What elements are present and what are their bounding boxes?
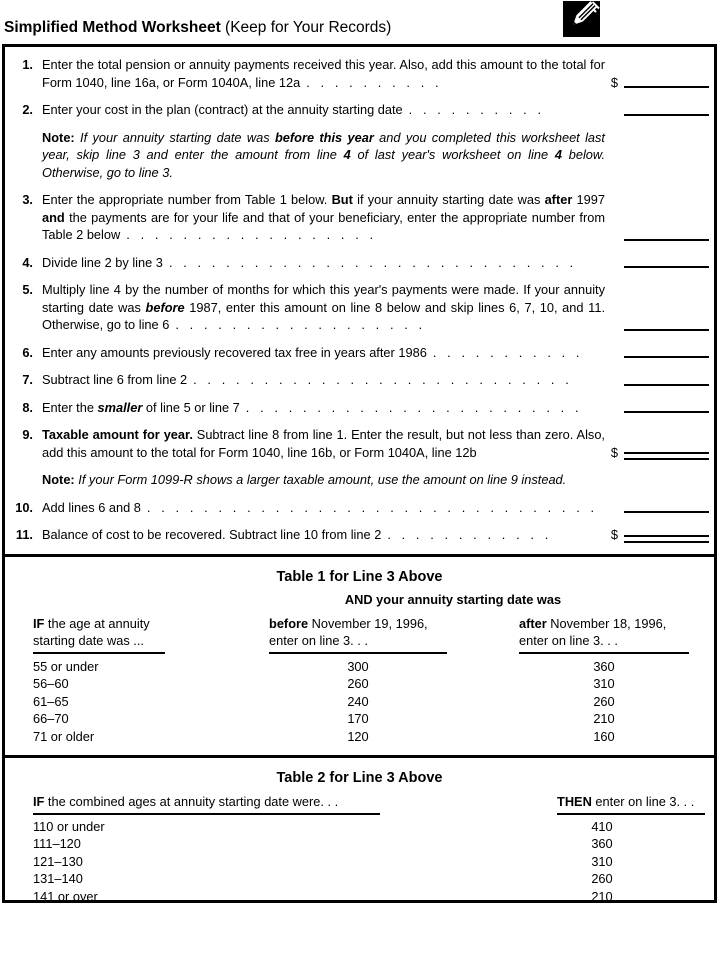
line-5-entry (605, 328, 709, 334)
table-1-subheading: AND your annuity starting date was (344, 591, 562, 607)
line-5-number: 5. (22, 282, 33, 297)
table-1-col1-header: IF the age at annuity starting date was ... (33, 615, 269, 654)
table-row: 56–60 260 310 (33, 676, 615, 691)
table-row: 71 or older 120 160 (33, 728, 615, 744)
line-8-text: Enter the smaller of line 5 or line 7 . . . . . . . . . . . . . . . . . . . . . . . . (42, 399, 583, 415)
worksheet-line-6 (5, 344, 710, 362)
worksheet-line-8 (5, 399, 710, 417)
line-11-text: Balance of cost to be recovered. Subtract line 10 from line 2 . . . . . . . . . . . . (42, 527, 552, 542)
worksheet-line-3 (5, 191, 710, 244)
worksheet-line-9 (5, 426, 710, 461)
page-header (0, 0, 721, 44)
line-1-number: 1. (22, 57, 33, 72)
page-title-subtitle: (Keep for Your Records) (220, 19, 392, 36)
line-3-entry (605, 238, 709, 244)
line-9-entry (605, 444, 709, 462)
line-11-dot-leader: . . . . . . . . . . . . (387, 527, 552, 542)
table-row: 110 or under 410 (33, 818, 613, 834)
table-2-col2-header: THEN enter on line 3. . . (557, 793, 705, 815)
table-1-title: Table 1 for Line 3 Above (276, 568, 443, 585)
line-6-number: 6. (22, 344, 33, 360)
line-8-entry (605, 410, 709, 416)
table-2-col1-header: IF the combined ages at annuity starting date were. . . (33, 793, 380, 815)
table-2-section (5, 770, 714, 905)
line-4-number: 4. (22, 254, 33, 270)
table-row: 55 or under 300 360 (33, 658, 615, 674)
line-2-dot-leader: . . . . . . . . . . (408, 102, 545, 117)
line-4-dot-leader: . . . . . . . . . . . . . . . . . . . . . . . . . . . . . (168, 254, 577, 270)
table-2-title: Table 2 for Line 3 Above (276, 770, 443, 786)
line-10-amount-field[interactable] (624, 510, 709, 513)
line-11-amount-field[interactable] (624, 535, 709, 543)
line-11-dollar-sign: $ (610, 527, 618, 542)
line-1-dot-leader: . . . . . . . . . . (306, 74, 443, 90)
line-10-number: 10. (15, 499, 33, 515)
line-11-entry (605, 526, 709, 544)
line-9-amount-field[interactable] (624, 452, 709, 460)
table-row: 66–70 170 210 (33, 711, 615, 726)
line-5-dot-leader: . . . . . . . . . . . . . . . . . . (175, 317, 426, 332)
worksheet-line-7 (5, 371, 710, 389)
line-8-number: 8. (22, 399, 33, 415)
line-3-amount-field[interactable] (624, 238, 709, 241)
line-11-number: 11. (15, 527, 33, 542)
table-row: 61–65 240 260 (33, 693, 615, 709)
worksheet-line-2 (5, 101, 710, 119)
line-2-text: Enter your cost in the plan (contract) at the annuity starting date . . . . . . . . . . (42, 102, 545, 117)
line-7-text: Subtract line 6 from line 2 . . . . . . . . . . . . . . . . . . . . . . . . . . . (42, 372, 573, 387)
table-row: 121–130 310 (33, 853, 613, 869)
line-4-amount-field[interactable] (624, 265, 709, 268)
line-5-amount-field[interactable] (624, 328, 709, 331)
line-7-number: 7. (22, 372, 33, 387)
line-10-dot-leader: . . . . . . . . . . . . . . . . . . . . . . . . . . . . . . . . (146, 499, 598, 515)
table-1-header-row (5, 615, 714, 654)
line-1-dollar-sign: $ (610, 74, 618, 90)
line-9-number: 9. (22, 427, 33, 442)
line-6-text: Enter any amounts previously recovered tax free in years after 1986 . . . . . . . . . . . (42, 344, 584, 360)
worksheet-line-10 (5, 499, 710, 517)
line-6-dot-leader: . . . . . . . . . . . (432, 344, 584, 360)
note-after-line-9: Note: If your Form 1099-R shows a larger taxable amount, use the amount on line 9 instead. (42, 472, 567, 487)
worksheet-box (2, 44, 717, 903)
line-2-amount-field[interactable] (624, 113, 709, 116)
line-10-text: Add lines 6 and 8 . . . . . . . . . . . . . . . . . . . . . . . . . . . . . . . . (42, 499, 598, 515)
line-1-amount-field[interactable] (624, 85, 709, 88)
line-4-entry (605, 265, 709, 271)
page-title (4, 19, 391, 37)
worksheet-line-4 (5, 254, 710, 272)
worksheet-line-1 (5, 56, 710, 91)
line-6-entry (605, 355, 709, 361)
line-3-text: Enter the appropriate number from Table 1 below. But if your annuity starting date was after 1997 and the payments are for your life and that of your beneficiary, enter the appropriate number from Table 2 below . . . . . . . . . . . . . . . . . . (42, 192, 605, 242)
line-5-text: Multiply line 4 by the number of months for which this year's payments were made. If your annuity starting date was before 1987, enter this amount on line 8 below and skip lines 6, 7, 10, and 11. Otherwise, go to line 6 . . . . . . . . . . . . . . . . . . (42, 282, 605, 332)
worksheet-lines (5, 47, 714, 544)
line-8-amount-field[interactable] (624, 410, 709, 413)
table-1-col2-header: before November 19, 1996, enter on line 3. . . (269, 615, 447, 654)
line-1-entry (605, 74, 709, 92)
line-1-text: Enter the total pension or annuity payments received this year. Also, add this amount to the total for Form 1040, line 16a, or Form 1040A, line 12a . . . . . . . . . . (42, 57, 605, 90)
table-row: 131–140 260 (33, 871, 613, 886)
line-2-number: 2. (22, 102, 33, 117)
table-row: 111–120 360 (33, 836, 613, 851)
line-6-amount-field[interactable] (624, 355, 709, 358)
line-9-dollar-sign: $ (610, 444, 618, 460)
worksheet-line-5 (5, 281, 710, 334)
table-2-header-row (5, 793, 714, 815)
table-1-section (5, 569, 714, 746)
worksheet-line-11 (5, 526, 710, 544)
page-title-main: Simplified Method Worksheet (4, 19, 221, 36)
line-7-dot-leader: . . . . . . . . . . . . . . . . . . . . . . . . . . . (193, 372, 573, 387)
line-4-text: Divide line 2 by line 3 . . . . . . . . . . . . . . . . . . . . . . . . . . . . . (42, 254, 577, 270)
table-row: 141 or over 210 (33, 888, 613, 904)
section-divider-1 (5, 554, 714, 557)
line-3-dot-leader: . . . . . . . . . . . . . . . . . . (126, 227, 377, 242)
section-divider-2 (5, 755, 714, 758)
line-10-entry (605, 510, 709, 516)
line-3-number: 3. (22, 192, 33, 207)
line-8-dot-leader: . . . . . . . . . . . . . . . . . . . . . . . . (245, 399, 583, 415)
pencil-icon (563, 1, 600, 37)
note-after-line-2: Note: If your annuity starting date was before this year and you completed this worksheet last year, skip line 3 and enter the amount from line 4 of last year's worksheet on line 4 below. Otherwise, go to line 3. (42, 129, 605, 180)
line-9-text: Taxable amount for year. Subtract line 8 from line 1. Enter the result, but not less than zero. Also, add this amount to the total for Form 1040, line 16b, or Form 1040A, line 12b (42, 427, 605, 460)
line-2-entry (605, 113, 709, 119)
line-7-entry (605, 383, 709, 389)
line-7-amount-field[interactable] (624, 383, 709, 386)
table-1-col3-header: after November 18, 1996, enter on line 3. . . (519, 615, 689, 654)
